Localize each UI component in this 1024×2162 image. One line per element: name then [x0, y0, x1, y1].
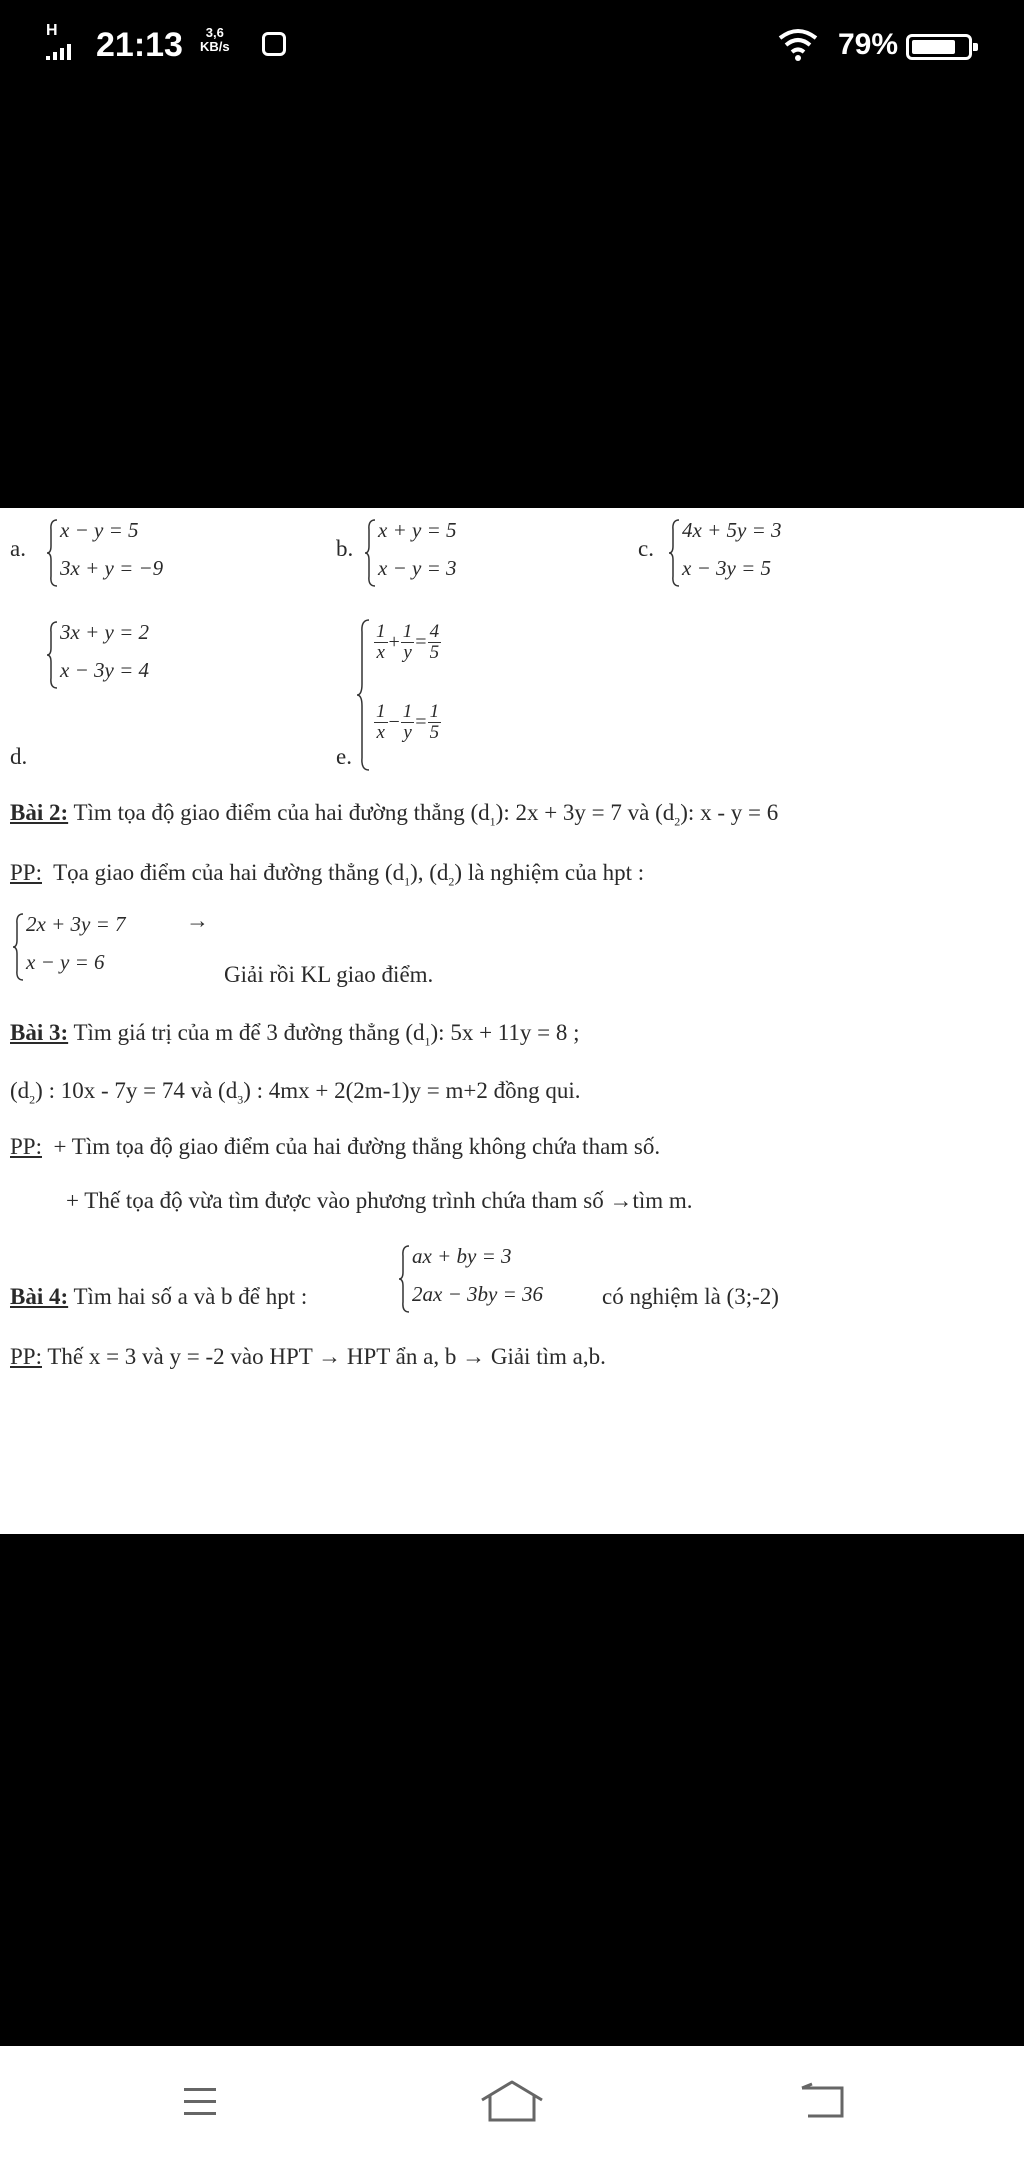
- system-c: 4x + 5y = 3 x − 3y = 5: [668, 518, 888, 588]
- arrow-icon: →: [186, 908, 209, 933]
- system-e-row1: $\frac{1}{x}$ + $\frac{1}{y}$ = $\frac{4}{5}$: [376, 621, 440, 663]
- clock: 21:13: [96, 26, 183, 64]
- battery-fill: [912, 40, 955, 54]
- system-b: x + y = 5 x − y = 3: [364, 518, 564, 588]
- pp2-solve: Giải rồi KL giao điểm.: [224, 962, 434, 987]
- system-d: 3x + y = 2 x − 3y = 4: [46, 620, 246, 690]
- document-image: [0, 508, 1024, 1534]
- system-bai4: ax + by = 3 2ax − 3by = 36: [398, 1244, 598, 1314]
- pp3-line2: + Thế tọa độ vừa tìm được vào phương trình chứa tham số →tìm m.: [66, 1188, 693, 1213]
- wifi-icon: [778, 28, 818, 62]
- pp3-line1: PP: + Tìm tọa độ giao điểm của hai đường thẳng không chứa tham số.: [10, 1134, 661, 1159]
- label-c: c.: [638, 536, 654, 561]
- pp2-line: PP: Tọa giao điểm của hai đường thẳng $(d_1)$, $(d_2)$ là nghiệm của hpt :: [10, 860, 645, 889]
- battery-icon: [906, 34, 972, 60]
- bai3-title: Bài 3:: [10, 1020, 69, 1045]
- label-e: e.: [336, 744, 352, 769]
- navigation-bar: [0, 2046, 1024, 2162]
- system-e: [356, 618, 556, 772]
- network-type: H: [46, 22, 58, 39]
- arrow-icon: →: [609, 1188, 633, 1213]
- bai4-solution-note: có nghiệm là (3;-2): [602, 1284, 779, 1309]
- pp4-line: PP: Thế x = 3 và y = -2 vào HPT → HPT ẩn a, b → Giải tìm a,b.: [10, 1344, 606, 1369]
- network-speed: 3,6 KB/s: [200, 25, 230, 54]
- system-bai2: 2x + 3y = 7 x − y = 6: [12, 912, 212, 982]
- status-bar: [0, 0, 1024, 100]
- arrow-icon: →: [462, 1344, 486, 1369]
- home-icon[interactable]: [476, 2078, 548, 2126]
- bai2-title: Bài 2:: [10, 800, 69, 825]
- recent-apps-menu-icon[interactable]: [180, 2082, 220, 2122]
- battery-percent: 79%: [838, 28, 899, 61]
- bai4-statement: Bài 4: Tìm hai số a và b để hpt :: [10, 1284, 308, 1309]
- bai3-line2: $(d_2)$ : 10x - 7y = 74 và $(d_3)$ : 4mx + 2(2m-1)y = m+2 đồng qui.: [10, 1078, 581, 1107]
- notification-app-icon: [262, 32, 286, 56]
- bai4-title: Bài 4:: [10, 1284, 69, 1309]
- label-a: a.: [10, 536, 26, 561]
- back-icon[interactable]: [798, 2082, 848, 2122]
- label-d: d.: [10, 744, 28, 769]
- label-b: b.: [336, 536, 354, 561]
- bai3-statement: Bài 3: Tìm giá trị của m để 3 đường thẳng $(d_1)$: 5x + 11y = 8 ;: [10, 1020, 580, 1049]
- system-a: x − y = 5 3x + y = −9: [46, 518, 246, 588]
- system-e-row2: $\frac{1}{x}$ − $\frac{1}{y}$ = $\frac{1}{5}$: [376, 701, 440, 743]
- signal-icon: [44, 22, 84, 66]
- arrow-icon: →: [318, 1344, 342, 1369]
- bai2-statement: Bài 2: Tìm tọa độ giao điểm của hai đường thẳng $(d_1)$: 2x + 3y = 7 và $(d_2)$: x - y = 6: [10, 800, 779, 829]
